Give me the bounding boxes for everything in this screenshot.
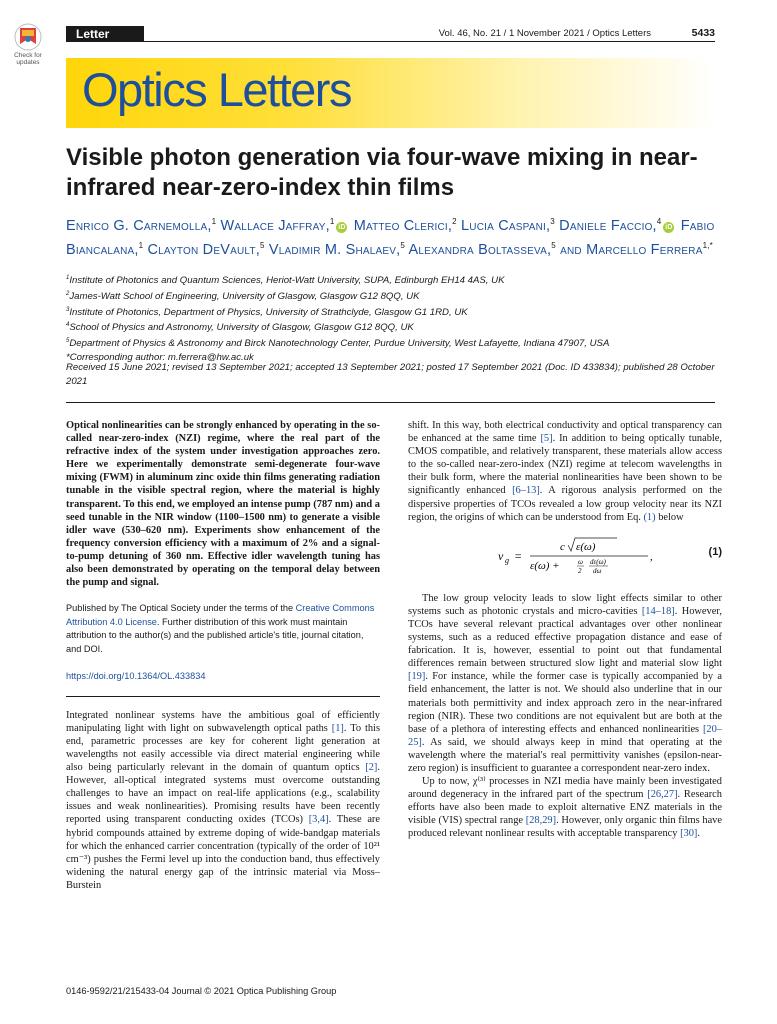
author-affiliation-marker: 1 (138, 240, 144, 250)
author-name: Enrico G. Carnemolla, (66, 217, 212, 234)
body-paragraph-chi3 (408, 775, 722, 840)
body-text: . To this end, parametric processes are key for coherent light generation at wavelengths not easily accessible via direct material engineering while also being particularly relevant in the domain of quantum optics (66, 722, 380, 774)
header-divider (66, 402, 715, 403)
header-rule (144, 41, 715, 42)
section-tag: Letter (66, 26, 144, 42)
author-name: Wallace Jaffray, (220, 217, 330, 234)
right-column (408, 419, 722, 841)
body-paragraph-intro (66, 709, 380, 892)
svg-text:g: g (505, 555, 509, 565)
svg-text:2: 2 (578, 566, 582, 575)
citation-link[interactable]: [2] (365, 762, 378, 774)
author-name: Matteo Clerici, (353, 217, 453, 234)
orcid-icon[interactable]: iD (338, 223, 346, 231)
affiliation-marker: 5 (66, 338, 70, 345)
volume-info-text: Vol. 46, No. 21 / 1 November 2021 / Optics Letters (438, 28, 651, 39)
body-text: . As said, we should always keep in mind that operating at the wavelength where the material's real permittivity vanishes (epsilon-near-zero region) is insufficient to guarantee a correspondent near-zero index. (408, 736, 722, 774)
body-text: . Research efforts have also been made to exploit alternative ENZ materials in the visible (VIS) spectral range (408, 789, 722, 827)
citation-link[interactable]: [26,27] (647, 789, 678, 801)
author-name: Alexandra Boltasseva, (408, 241, 552, 258)
affiliation-item (66, 304, 726, 320)
body-text: . (697, 828, 700, 840)
footer-copyright: 0146-9592/21/215433-04 Journal © 2021 Optica Publishing Group (66, 986, 337, 996)
svg-text:c: c (560, 540, 565, 553)
left-column (66, 419, 380, 892)
body-text: . These are hybrid compounds attained by extreme doping of wide-bandgap materials for which the enhanced carrier concentration (typically of the order of 10²¹ cm⁻³) pushes the Fermi level up into the conduction band, thus effectively widening the natural energy gap of the intrinsic material via Moss–Burstein (66, 814, 381, 891)
affiliation-marker: 4 (66, 322, 70, 329)
affiliation-item (66, 288, 726, 304)
affiliation-list (66, 272, 726, 365)
citation-link[interactable]: [3,4] (308, 814, 329, 826)
affiliation-item (66, 335, 726, 351)
affiliation-item (66, 272, 726, 288)
svg-text:v: v (498, 548, 504, 563)
author-affiliation-marker: 5 (259, 240, 265, 250)
body-text: Up to now, χ⁽³⁾ processes in NZI media have mainly been investigated around degeneracy in the infrared part of the spectrum (408, 776, 722, 801)
license-text-pre: Published by The Optical Society under the terms of the (66, 603, 296, 614)
author-list (66, 212, 726, 260)
author-affiliation-marker: 1,* (702, 240, 713, 250)
affiliation-marker: 2 (66, 290, 70, 297)
page-number: 5433 (691, 27, 715, 39)
affiliation-text: School of Physics and Astronomy, University of Glasgow, Glasgow G12 8QQ, UK (69, 322, 414, 334)
body-text: The low group velocity leads to slow light effects similar to other systems such as photonic crystals and micro-cavities (408, 592, 722, 617)
received-dates: Received 15 June 2021; revised 13 September 2021; accepted 13 September 2021; posted 17 September 2021 (Doc. ID 433834); published 28 October 2021 (66, 362, 715, 387)
check-for-updates-badge[interactable] (8, 22, 48, 70)
citation-link[interactable]: [19] (408, 671, 426, 683)
affiliation-marker: 3 (66, 306, 70, 313)
affiliation-text: Institute of Photonics, Department of Physics, University of Strathclyde, Glasgow G1 1RD, UK (69, 306, 468, 318)
body-text: Integrated nonlinear systems have the ambitious goal of efficiently manipulating light with light on subwavelength optical paths (66, 709, 380, 734)
author-affiliation-marker: 5 (551, 240, 556, 250)
author-name: Fabio Biancalana, (66, 217, 715, 258)
affiliation-marker: 1 (66, 275, 70, 281)
author-affiliation-marker: 1 (329, 217, 335, 226)
author-name: Lucia Caspani, (461, 217, 551, 234)
affiliation-text: Institute of Photonics and Quantum Sciences, Heriot-Watt University, SUPA, Edinburgh EH14 4AS, UK (69, 275, 505, 287)
volume-info (439, 28, 651, 39)
doi-link[interactable]: https://doi.org/10.1364/OL.433834 (66, 670, 206, 681)
body-text: . However, only organic thin films have produced relevant nonlinear results with acceptable transparency (408, 815, 722, 840)
author-name: and Marcello Ferrera (560, 241, 703, 258)
citation-link[interactable]: [1] (331, 722, 344, 734)
author-affiliation-marker: 4 (656, 217, 662, 226)
body-text: shift. In this way, both electrical conductivity and optical transparency can be enhanced at the same time (408, 420, 722, 445)
author-affiliation-marker: 1 (211, 217, 217, 226)
body-text: . A rigorous analysis performed on the dispersive properties of TCOs revealed a low group velocity near its NZI region, the origins of which can be understood from Eq. (408, 485, 722, 523)
license-text-post: . Further distribution of this work must maintain attribution to the author(s) and the published article's title, journal citation, and DOI. (66, 616, 364, 654)
svg-text:ω: ω (578, 557, 583, 566)
author-affiliation-marker: 2 (452, 217, 457, 226)
license-statement (66, 602, 380, 656)
citation-link[interactable]: [5] (540, 433, 553, 445)
abstract-divider (66, 696, 380, 697)
author-name: Vladimir M. Shalaev, (268, 241, 401, 258)
author-affiliation-marker: 5 (400, 240, 406, 250)
author-affiliation-marker: 3 (550, 217, 555, 226)
license-link[interactable]: Creative Commons Attribution 4.0 License (66, 603, 375, 627)
body-text: . However, TCOs have several relevant practical advantages over other nonlinear systems, such as a reduced effective propagation distance and ease of fabrication. It is, however, essential to point out that fundamental differences remain between structured slow light and material slow light (408, 605, 722, 670)
author-name: Daniele Faccio, (559, 217, 657, 234)
journal-logo: Optics Letters (82, 63, 351, 116)
citation-link[interactable]: [14–18] (641, 605, 675, 617)
body-paragraph-tco (408, 419, 722, 524)
citation-link[interactable]: [20–25] (408, 723, 722, 748)
orcid-icon[interactable]: iD (665, 223, 673, 231)
body-text: below (655, 511, 684, 523)
badge-text: Check for updates (14, 52, 42, 66)
citation-link[interactable]: [28,29] (525, 815, 557, 827)
article-title: Visible photon generation via four-wave mixing in near-infrared near-zero-index thin films (66, 144, 698, 201)
affiliation-text: James-Watt School of Engineering, University of Glasgow, Glasgow G12 8QQ, UK (69, 290, 420, 302)
affiliation-text: *Corresponding author: m.ferrera@hw.ac.uk (66, 351, 254, 363)
body-text: . In addition to being optically tunable, CMOS compatible, and relatively transparent, these materials allow access to the so-called near-zero-index (NZI) regime at telecom wavelengths in their bulk form, where the material nonlinearities have been shown to be significantly enhanced (408, 433, 722, 497)
equation-formula (498, 536, 688, 576)
svg-text:ε(ω): ε(ω) (576, 540, 596, 553)
citation-link[interactable]: (1) (643, 511, 656, 523)
author-name: Clayton DeVault, (147, 241, 260, 258)
svg-text:dω: dω (593, 566, 602, 575)
affiliation-item (66, 319, 726, 335)
svg-text:=: = (514, 548, 523, 563)
svg-text:dε(ω): dε(ω) (590, 557, 606, 566)
body-text: . For instance, while the former case is typically accompanied by a field enhancement, the latter is not. We should also underline that in our materials both permittivity and index approach zero in the near-infrared region (NIR). These two conditions are not equivalent but are both at the base of a plethora of interesting effects and enhanced nonlinearities (408, 671, 722, 735)
svg-text:,: , (650, 550, 653, 563)
body-text: . However, all-optical integrated systems must overcome outstanding challenges to have an impact on real-life applications (e.g., scalability issues and weak nonlinearities). Promising results have been recently reported using transparent conducting oxides (TCOs) (66, 762, 380, 826)
citation-link[interactable]: [6–13] (512, 485, 540, 497)
equation-number: (1) (708, 545, 722, 558)
abstract: Optical nonlinearities can be strongly enhanced by operating in the so-called near-zero-index (NZI) regime, where the real part of the refractive index of the system under investigation approaches zero. Here we experimentally demonstrate semi-degenerate four-wave mixing (FWM) in aluminum zinc oxide thin films generating radiation tunable in the visible spectral region, where the material is highly transparent. To this end, we employed an intense pump (787 nm) and a seed tunable in the NIR window (1100–1500 nm) to generate a visible idler wave (530–620 nm). Experiments show enhancement of the frequency conversion efficiency with a maximum of 2% and a signal-to-pump detuning of 360 nm. Effective idler wavelength tuning has also been demonstrated by operating on the temporal delay between the pump and signal. (66, 420, 380, 589)
citation-link[interactable]: [30] (680, 828, 698, 840)
svg-text:ε(ω) +: ε(ω) + (530, 559, 560, 572)
affiliation-text: Department of Physics & Astronomy and Birck Nanotechnology Center, Purdue University, West Lafayette, Indiana 47907, USA (69, 338, 610, 350)
equation-group-velocity (408, 534, 722, 578)
body-paragraph-slow-light (408, 592, 722, 775)
